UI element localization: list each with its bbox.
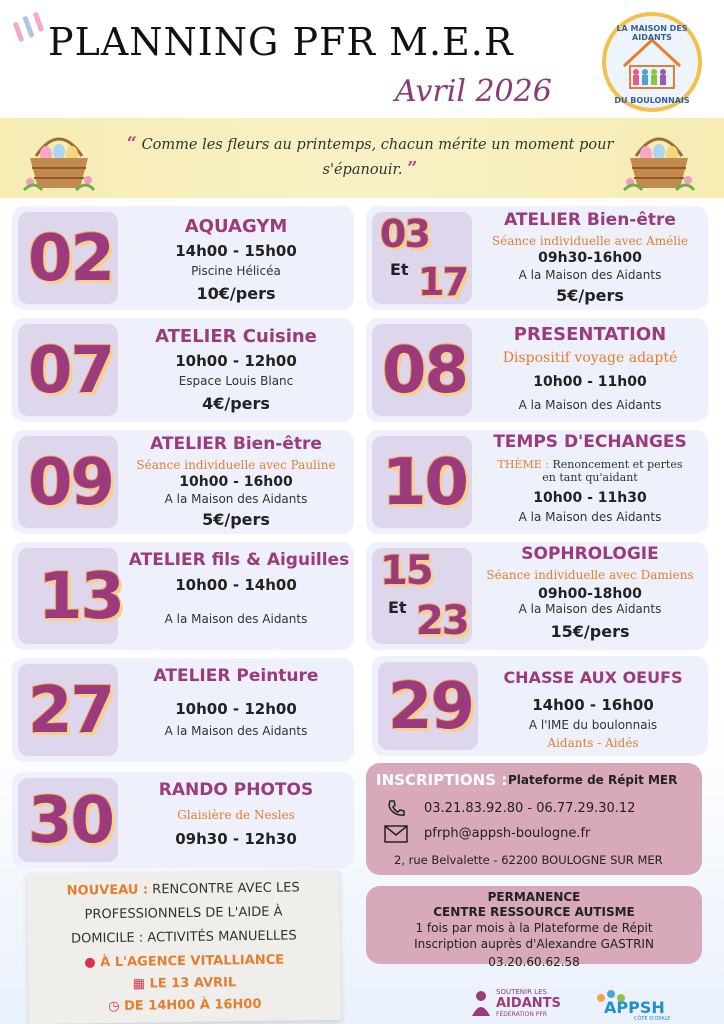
event-day: 03 [380,212,429,256]
event-time: 10h00 - 11h30 [533,490,647,506]
event-day-second: 23 [416,598,468,644]
quote-body: Comme les fleurs au printemps, chacun mérite un moment pour s'épanouir. [141,137,614,178]
event-day: 08 [382,334,468,408]
event-card [12,318,354,422]
event-day: 02 [28,222,114,296]
nouveau-label: NOUVEAU : [66,882,149,899]
inscriptions-org: Plateforme de Répit MER [508,773,678,787]
event-card [12,772,354,868]
inscriptions-panel [366,763,702,875]
event-day: 27 [28,674,114,748]
maison-des-aidants-logo [590,10,714,112]
event-title: ATELIER Bien-être [504,210,676,230]
decorative-bars-icon [12,8,52,48]
event-day: 30 [28,784,114,858]
easter-basket-icon [22,122,96,194]
event-place: A la Maison des Aidants [518,268,662,282]
event-time: 14h00 - 16h00 [532,696,654,714]
permanence-subtitle: CENTRE RESSOURCE AUTISME [433,905,635,919]
permanence-line: 1 fois par mois à la Plateforme de Répit [415,921,653,935]
permanence-panel [366,886,702,969]
calendar-icon: ▦ [132,976,146,992]
event-day-second: 17 [418,260,467,304]
nouveau-line: DOMICILE : ACTIVITÉS MANUELLES [70,928,297,947]
logo-text: APPSH [604,998,665,1017]
event-theme-text: Renoncement et pertes en tant qu'aidant [542,458,683,484]
event-card [366,430,708,534]
event-price: 10€/pers [196,284,276,303]
event-subtitle: Séance individuelle avec Damiens [486,568,694,582]
permanence-phone[interactable]: 03.20.60.62.58 [488,955,580,969]
event-card [372,656,708,756]
page-title: PLANNING PFR M.E.R [48,20,514,64]
event-place: A la Maison des Aidants [164,612,308,626]
event-title: ATELIER Peinture [153,666,319,686]
nouveau-note [27,870,341,1024]
email-icon [384,825,408,843]
inscriptions-label: INSCRIPTIONS : [376,771,508,789]
event-place: A la Maison des Aidants [518,398,662,412]
event-day: 13 [38,560,124,634]
nouveau-text: RENCONTRE AVEC LES [152,880,300,898]
event-day: 15 [380,548,432,594]
event-title: PRESENTATION [513,324,667,345]
permanence-line: Inscription auprès d'Alexandre GASTRIN [414,937,654,951]
aidants-figure-icon [470,990,492,1016]
event-day-separator: Et [390,260,409,279]
appsh-logo [596,988,686,1022]
event-theme-label: THÈME : [497,458,549,471]
event-title: TEMPS D'ECHANGES [493,432,687,452]
nouveau-where: À L'AGENCE VITALLIANCE [100,952,285,971]
logo-text: CÔTE D'OPALE [634,1016,671,1022]
event-time: 10h00 - 16h00 [179,474,293,490]
event-subtitle: Aidants - Aidés [547,736,639,750]
nouveau-line [27,880,339,899]
nouveau-time-line [29,996,341,1015]
permanence-title: PERMANENCE [487,890,581,904]
event-price: 4€/pers [202,394,270,413]
event-title: AQUAGYM [184,216,288,237]
event-place: Piscine Hélicéa [191,264,281,278]
event-place: A la Maison des Aidants [164,492,308,506]
phone-icon [386,799,406,817]
nouveau-time: DE 14H00 À 16H00 [123,996,262,1014]
close-quote: ” [407,158,418,179]
inscriptions-email[interactable]: pfrph@appsh-boulogne.fr [424,826,591,841]
event-day: 10 [382,446,468,520]
event-day: 29 [388,670,474,744]
nouveau-date-line [28,974,340,993]
event-place: A la Maison des Aidants [518,510,662,524]
event-title: SOPHROLOGIE [521,544,659,564]
page-subtitle: Avril 2026 [395,74,552,109]
event-subtitle: Séance individuelle avec Pauline [136,458,336,472]
nouveau-date: LE 13 AVRIL [149,975,237,992]
clock-icon: ◷ [108,998,120,1015]
logo-text: SOUTENIR LES [496,988,547,996]
event-title: RANDO PHOTOS [158,780,314,800]
event-day: 09 [28,446,114,520]
pin-icon: ● [84,955,96,971]
logo-text: FÉDÉRATION PFR [496,1011,548,1018]
event-day: 07 [28,334,114,408]
event-time: 10h00 - 14h00 [175,576,297,594]
event-time: 09h00-18h00 [538,586,642,602]
event-card [12,658,354,762]
event-place: A la Maison des Aidants [518,602,662,616]
event-title: CHASSE AUX OEUFS [503,668,683,687]
event-time: 10h00 - 12h00 [175,352,297,370]
event-subtitle: Séance individuelle avec Amélie [491,234,689,248]
event-time: 09h30-16h00 [538,250,642,266]
event-time: 10h00 - 12h00 [175,700,297,718]
nouveau-location [28,952,340,971]
quote-text [110,132,630,182]
event-card [366,542,708,650]
event-subtitle: Glaisière de Nesles [177,808,295,822]
event-theme [490,458,690,484]
event-card [12,430,354,534]
event-title: ATELIER Bien-être [150,434,322,454]
soutenir-les-aidants-logo [470,986,562,1020]
event-place: A la Maison des Aidants [164,724,308,738]
event-card [12,542,354,650]
logo-text: AIDANTS [496,996,561,1011]
event-day-separator: Et [388,598,407,617]
event-price: 5€/pers [556,286,624,305]
inscriptions-phones[interactable]: 03.21.83.92.80 - 06.77.29.30.12 [424,801,636,816]
event-time: 09h30 - 12h30 [175,830,297,848]
event-time: 10h00 - 11h00 [533,374,647,390]
event-card [366,318,708,422]
logo-top-text: LA MAISON DES AIDANTS [616,24,688,42]
open-quote: “ [126,133,137,154]
event-place: Espace Louis Blanc [178,374,294,388]
event-card [12,206,354,310]
event-title: ATELIER Cuisine [155,326,317,347]
logo-bottom-text: DU BOULONNAIS [614,96,690,105]
inscriptions-address: 2, rue Belvalette - 62200 BOULOGNE SUR MER [394,853,663,867]
event-price: 15€/pers [550,622,630,641]
event-subtitle: Dispositif voyage adapté [502,350,678,366]
event-time: 14h00 - 15h00 [175,242,297,260]
event-card [366,206,708,310]
event-place: A l'IME du boulonnais [528,718,658,732]
event-title: ATELIER fils & Aiguilles [128,550,350,570]
event-price: 5€/pers [202,510,270,529]
nouveau-line: PROFESSIONNELS DE L'AIDE À [84,904,283,923]
easter-basket-icon [622,122,696,194]
